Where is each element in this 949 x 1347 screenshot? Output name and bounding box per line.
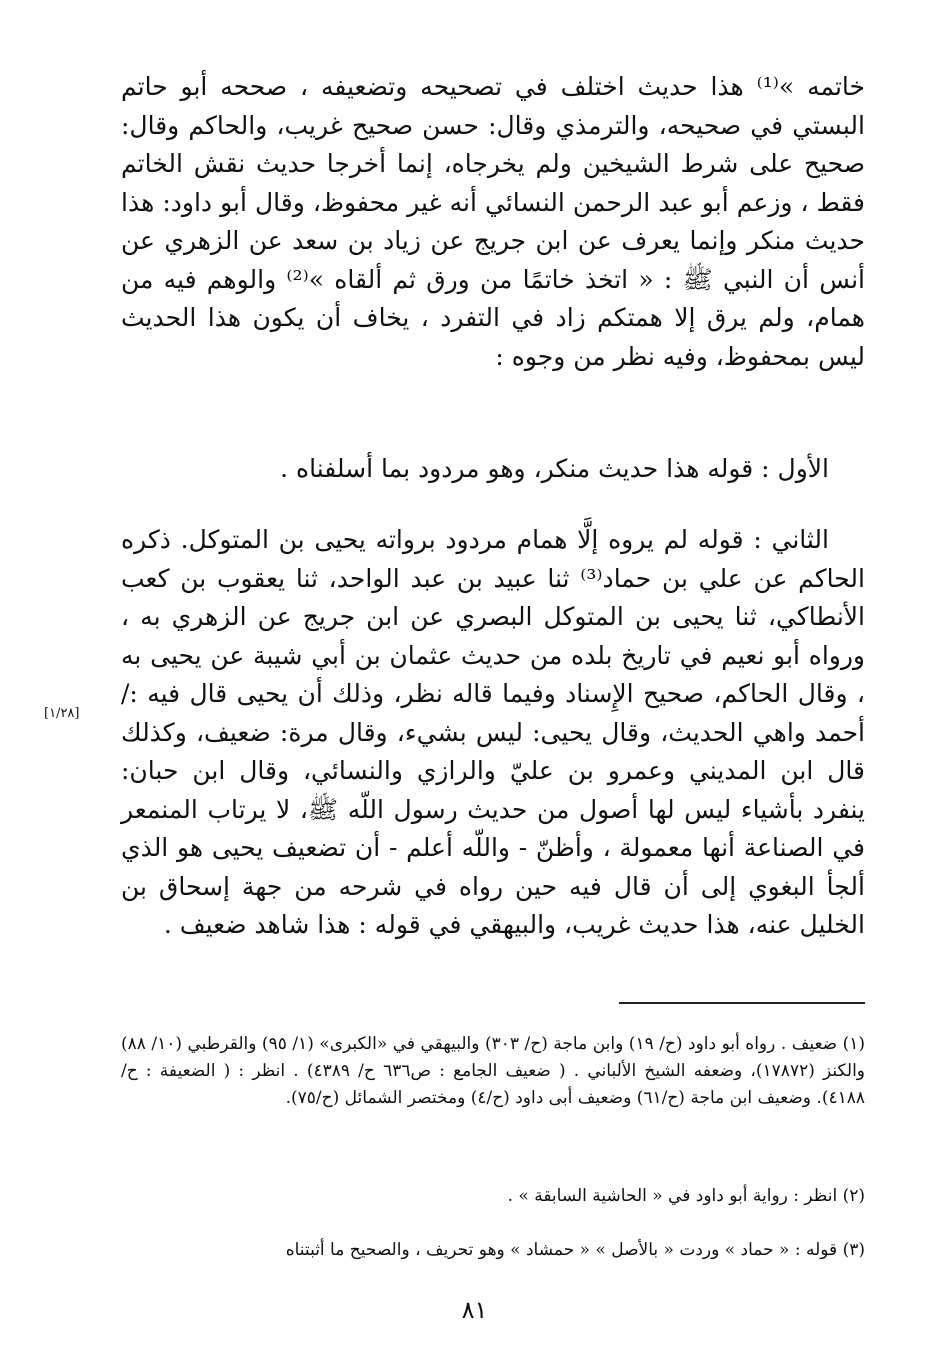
- footnote-3: (٣) قوله : « حماد » وردت « بالأصل » « حمشاد » وهو تحريف ، والصحيح ما أثبتناه: [285, 1240, 865, 1260]
- main-paragraph-second-point: الثاني : قوله لم يروه إلَّا همام مردود برواته يحيى بن المتوكل. ذكره الحاكم عن علي بن حماد⁽³⁾ ثنا عبيد بن عبد الواحد، ثنا يعقوب بن كعب الأنطاكي، ثنا يحيى بن المتوكل البصري عن ابن جريج عن الزهري به ، ورواه أبو نعيم في تاريخ بلده من حديث عثمان بن أبي شيبة عن يحيى به ، وقال الحاكم، صحيح الإِسناد وفيما قاله نظر، وذلك أن يحيى قال فيه :/ أحمد واهي الحديث، وقال يحيى: ليس بشيء، وقال مرة: ضعيف، وكذلك قال ابن المديني وعمرو بن عليّ والرازي والنسائي، وقال ابن حبان: ينفرد بأشياء ليس لها أصول من حديث رسول اللّه ﷺ، لا يرتاب المنمعر في الصناعة أنها معمولة ، وأظنّ - واللّه أعلم - أن تضعيف يحيى هو الذي ألجأ البغوي إلى أن قال فيه حين رواه في شرحه من جهة إسحاق بن الخليل عنه، هذا حديث غريب، والبيهقي في قوله : هذا شاهد ضعيف .: [121, 525, 865, 939]
- main-paragraph-intro: خاتمه »⁽¹⁾ هذا حديث اختلف في تصحيحه وتضعيفه ، صححه أبو حاتم البستي في صحيحه، والترمذي وقال: حسن صحيح غريب، والحاكم وقال: صحيح على شرط الشيخين ولم يخرجاه، إنما أخرجا حديث نقش الخاتم فقط ، وزعم أبو عبد الرحمن النسائي أنه غير محفوظ، وقال أبو داود: هذا حديث منكر وإنما يعرف عن ابن جريج عن زياد بن سعد عن الزهري عن أنس أن النبي ﷺ : « اتخذ خاتمًا من ورق ثم ألقاه »⁽²⁾ والوهم فيه من همام، ولم يرق إلا همتكم زاد في التفرد ، يخاف أن يكون هذا الحديث ليس بمحفوظ، وفيه نظر من وجوه :: [121, 72, 865, 371]
- page-number: ٨١: [461, 1296, 488, 1324]
- footnote-divider: [619, 1002, 865, 1004]
- margin-page-reference: [١/٢٨]: [44, 706, 80, 721]
- main-paragraph-first-point: الأول : قوله هذا حديث منكر، وهو مردود بما أسلفناه .: [280, 454, 829, 483]
- footnote-2: (٢) انظر : رواية أبو داود في « الحاشية السابقة » .: [507, 1186, 865, 1206]
- footnote-1: (١) ضعيف . رواه أبو داود (ح/ ١٩) وابن ماجة (ح/ ٣٠٣) والبيهقي في «الكبرى» (١/ ٩٥) والقرطبي (١٠/ ٨٨) والكنز (١٧٨٧٢)، وضعفه الشيخ الألباني . ( ضعيف الجامع : ص٦٣٦ ح/ ٤٣٨٩) . انظر : ( الضعيفة : ح/ ٤١٨٨). وضعيف ابن ماجة (ح/٦١) وضعيف أبى داود (ح/٤) ومختصر الشمائل (ح/٧٥).: [121, 1034, 866, 1108]
